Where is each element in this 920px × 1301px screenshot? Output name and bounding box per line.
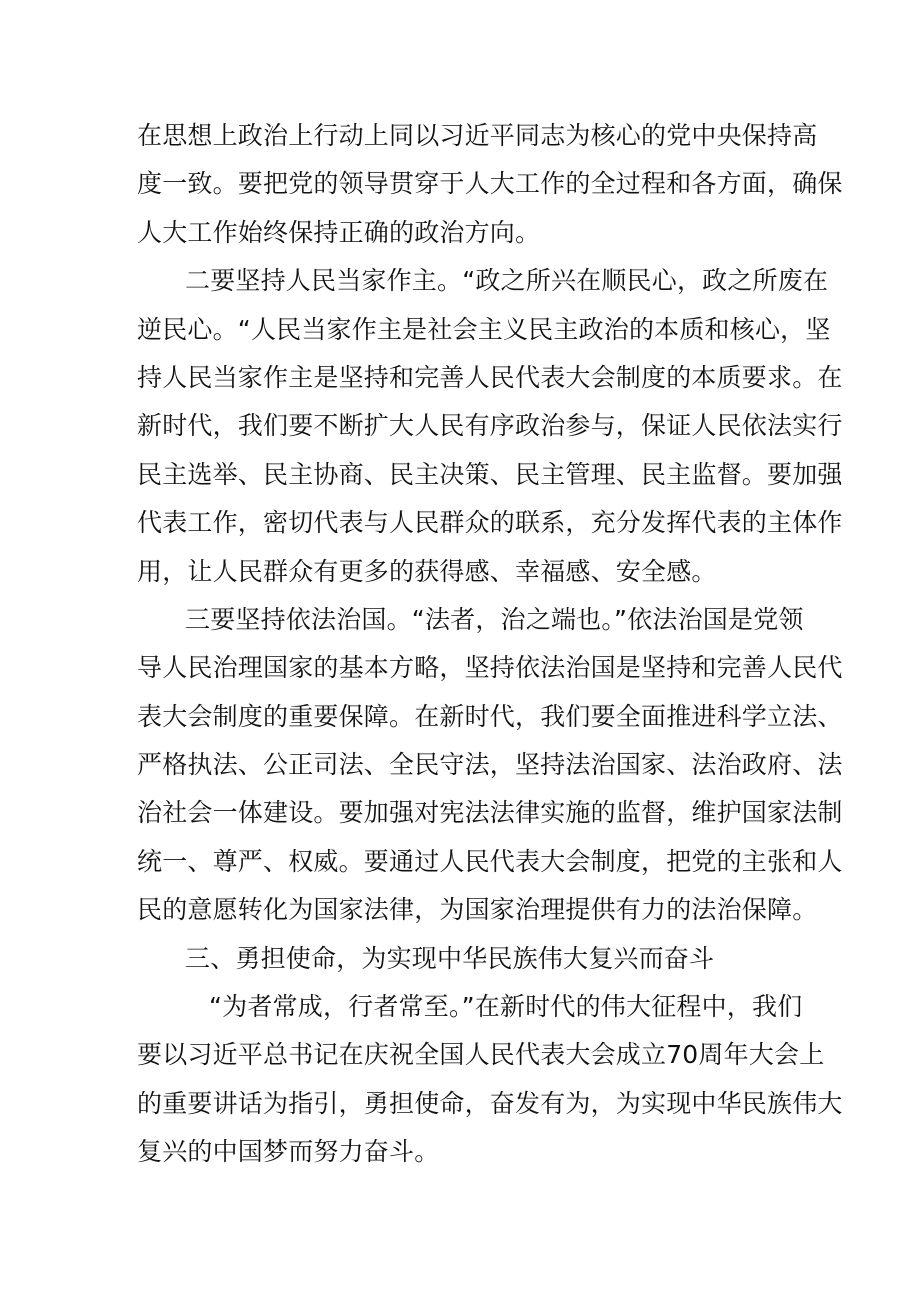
text-line-12: 导人民治理国家的基本方略，坚持依法治国是坚持和完善人民代	[137, 653, 843, 683]
section-heading: 三、勇担使命，为实现中华民族伟大复兴而奋斗	[185, 943, 715, 973]
text-line-20: 要以习近平总书记在庆祝全国人民代表大会成立70周年大会上	[137, 1040, 825, 1070]
text-line-6: 持人民当家作主是坚持和完善人民代表大会制度的本质要求。在	[137, 362, 843, 392]
text-line-13: 表大会制度的重要保障。在新时代，我们要全面推进科学立法、	[137, 701, 843, 731]
text-line-9: 代表工作，密切代表与人民群众的联系，充分发挥代表的主体作	[137, 508, 843, 538]
text-line-2: 度一致。要把党的领导贯穿于人大工作的全过程和各方面，确保	[137, 169, 843, 199]
text-line-10: 用，让人民群众有更多的获得感、幸福感、安全感。	[137, 556, 717, 586]
text-line-8: 民主选举、民主协商、民主决策、民主管理、民主监督。要加强	[137, 459, 843, 489]
paragraph-3-first-line: 三要坚持依法治国。“法者，治之端也。”依法治国是党领	[185, 604, 804, 634]
document-body	[137, 112, 843, 1177]
paragraph-2-first-line: 二要坚持人民当家作主。“政之所兴在顺民心，政之所废在	[185, 266, 829, 296]
text-line-17: 民的意愿转化为国家法律，为国家治理提供有力的法治保障。	[137, 895, 818, 925]
text-line-5: 逆民心。“人民当家作主是社会主义民主政治的本质和核心，坚	[137, 314, 831, 344]
paragraph-4-first-line: “为者常成，行者常至。”在新时代的伟大征程中，我们	[209, 992, 803, 1022]
text-line-16: 统一、尊严、权威。要通过人民代表大会制度，把党的主张和人	[137, 846, 843, 876]
text-line-1: 在思想上政治上行动上同以习近平同志为核心的党中央保持高	[137, 121, 818, 150]
text-line-22: 复兴的中国梦而努力奋斗。	[137, 1137, 440, 1167]
text-line-21: 的重要讲话为指引，勇担使命，奋发有为，为实现中华民族伟大	[137, 1088, 843, 1118]
text-line-15: 治社会一体建设。要加强对宪法法律实施的监督，维护国家法制	[137, 798, 843, 828]
text-line-7: 新时代，我们要不断扩大人民有序政治参与，保证人民依法实行	[137, 411, 843, 441]
text-line-3: 人大工作始终保持正确的政治方向。	[137, 217, 541, 247]
text-line-14: 严格执法、公正司法、全民守法，坚持法治国家、法治政府、法	[137, 750, 843, 780]
